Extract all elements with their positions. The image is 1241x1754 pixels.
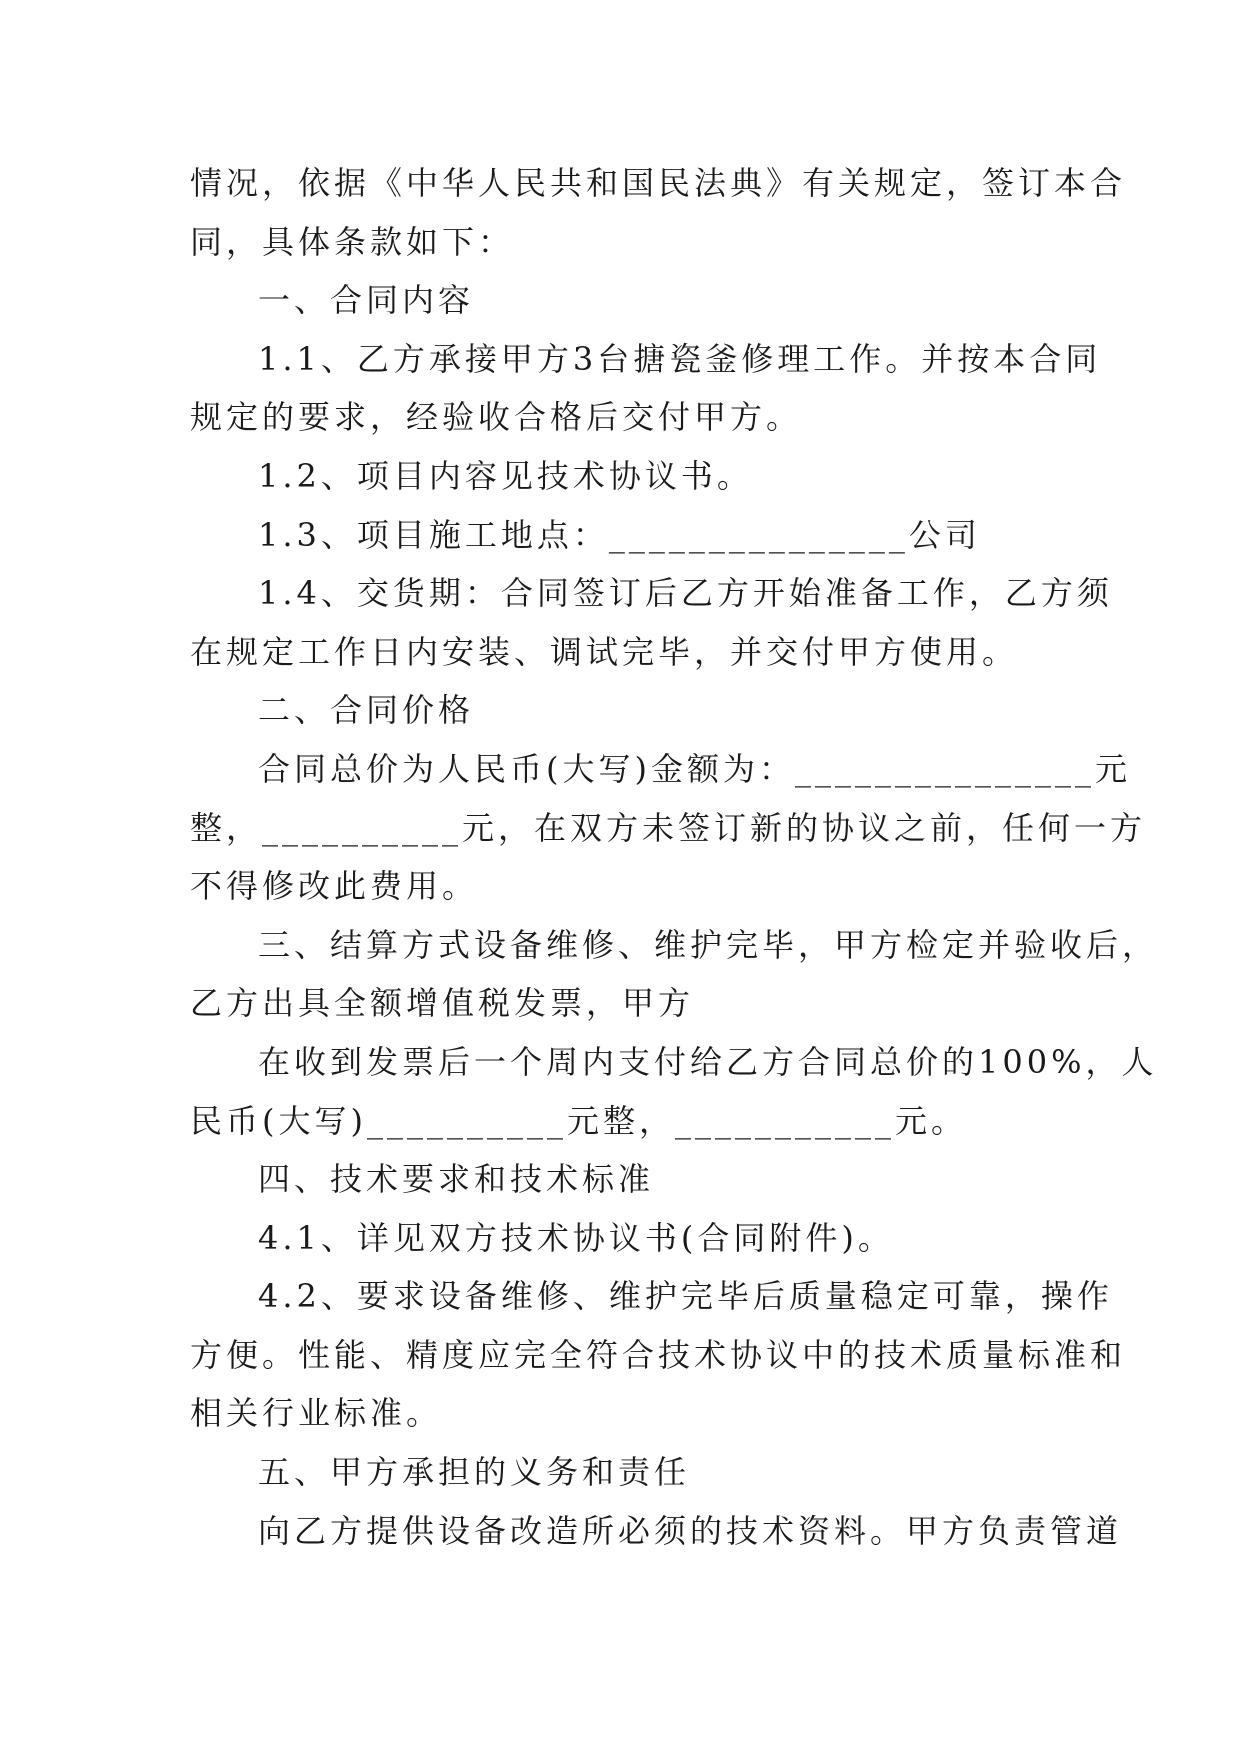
section-heading: 二、合同价格 — [258, 691, 475, 730]
text-line: 向乙方提供设备改造所必须的技术资料。甲方负责管道 — [258, 1511, 1123, 1550]
section-heading: 一、合同内容 — [258, 281, 475, 320]
text-line: 方便。性能、精度应完全符合技术协议中的技术质量标准和 — [190, 1335, 1127, 1374]
text-line: 在收到发票后一个周内支付给乙方合同总价的100%，人 — [258, 1042, 1158, 1081]
section-heading: 四、技术要求和技术标准 — [258, 1160, 655, 1199]
text-line: 情况，依据《中华人民共和国民法典》有关规定，签订本合 — [190, 164, 1127, 202]
text-line: 民币(大写)__________元整，___________元。 — [190, 1101, 967, 1140]
section-heading: 三、结算方式设备维修、维护完毕，甲方检定并验收后， — [258, 925, 1159, 964]
text-line: 整，__________元，在双方未签订新的协议之前，任何一方 — [190, 808, 1147, 847]
text-line: 相关行业标准。 — [190, 1394, 443, 1433]
text-line: 乙方出具全额增值税发票，甲方 — [190, 984, 695, 1023]
text-line: 规定的要求，经验收合格后交付甲方。 — [190, 398, 803, 437]
text-line: 1.1、乙方承接甲方3台搪瓷釜修理工作。并按本合同 — [258, 339, 1102, 378]
text-line: 1.3、项目施工地点：_______________公司 — [258, 515, 981, 554]
text-line: 同，具体条款如下： — [190, 222, 515, 261]
document-page — [190, 154, 1159, 1560]
text-line: 4.2、要求设备维修、维护完毕后质量稳定可靠，操作 — [258, 1277, 1113, 1316]
text-line: 不得修改此费用。 — [190, 867, 479, 906]
text-line: 4.1、详见双方技术协议书(合同附件)。 — [258, 1218, 894, 1257]
text-line: 合同总价为人民币(大写)金额为：_______________元 — [258, 749, 1131, 788]
text-line: 1.4、交货期：合同签订后乙方开始准备工作，乙方须 — [258, 574, 1113, 613]
text-line: 1.2、项目内容见技术协议书。 — [258, 456, 753, 495]
section-heading: 五、甲方承担的义务和责任 — [258, 1453, 691, 1492]
text-line: 在规定工作日内安装、调试完毕，并交付甲方使用。 — [190, 632, 1019, 671]
